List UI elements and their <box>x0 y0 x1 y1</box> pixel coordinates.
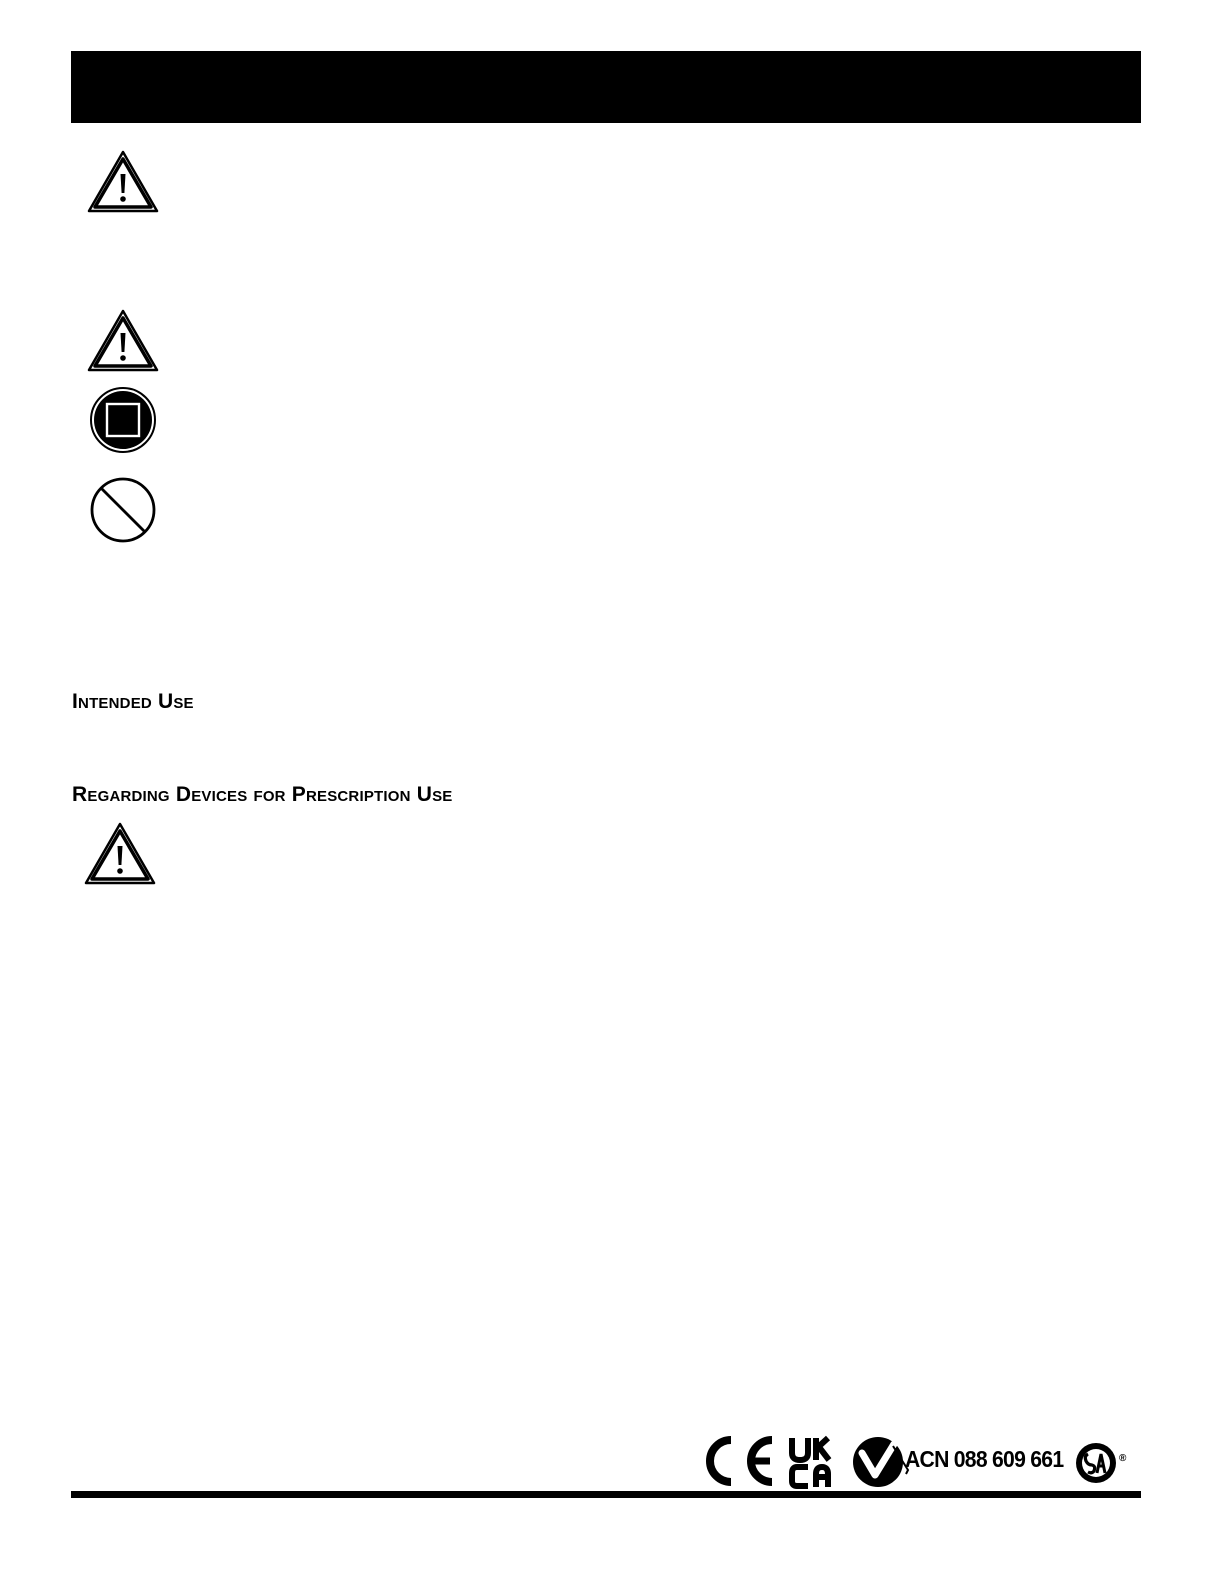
section-heading-intended-use: Intended Use <box>72 690 194 713</box>
warning-triangle-icon <box>83 821 157 887</box>
csa-mark-logo <box>1076 1443 1116 1483</box>
prohibition-icon <box>89 476 157 544</box>
acn-number: ACN 088 609 661 <box>905 1446 1064 1472</box>
header-bar <box>71 51 1141 123</box>
section-heading-prescription-use: Regarding Devices for Prescription Use <box>72 783 453 806</box>
ukca-mark-logo <box>792 1438 829 1487</box>
footer-rule <box>71 1491 1141 1498</box>
stop-circle-icon <box>89 386 157 454</box>
warning-triangle-icon <box>86 149 160 215</box>
registered-mark: ® <box>1119 1453 1127 1464</box>
ce-mark-logo <box>710 1440 772 1482</box>
rcm-mark-logo <box>853 1437 908 1487</box>
warning-triangle-icon <box>86 308 160 374</box>
